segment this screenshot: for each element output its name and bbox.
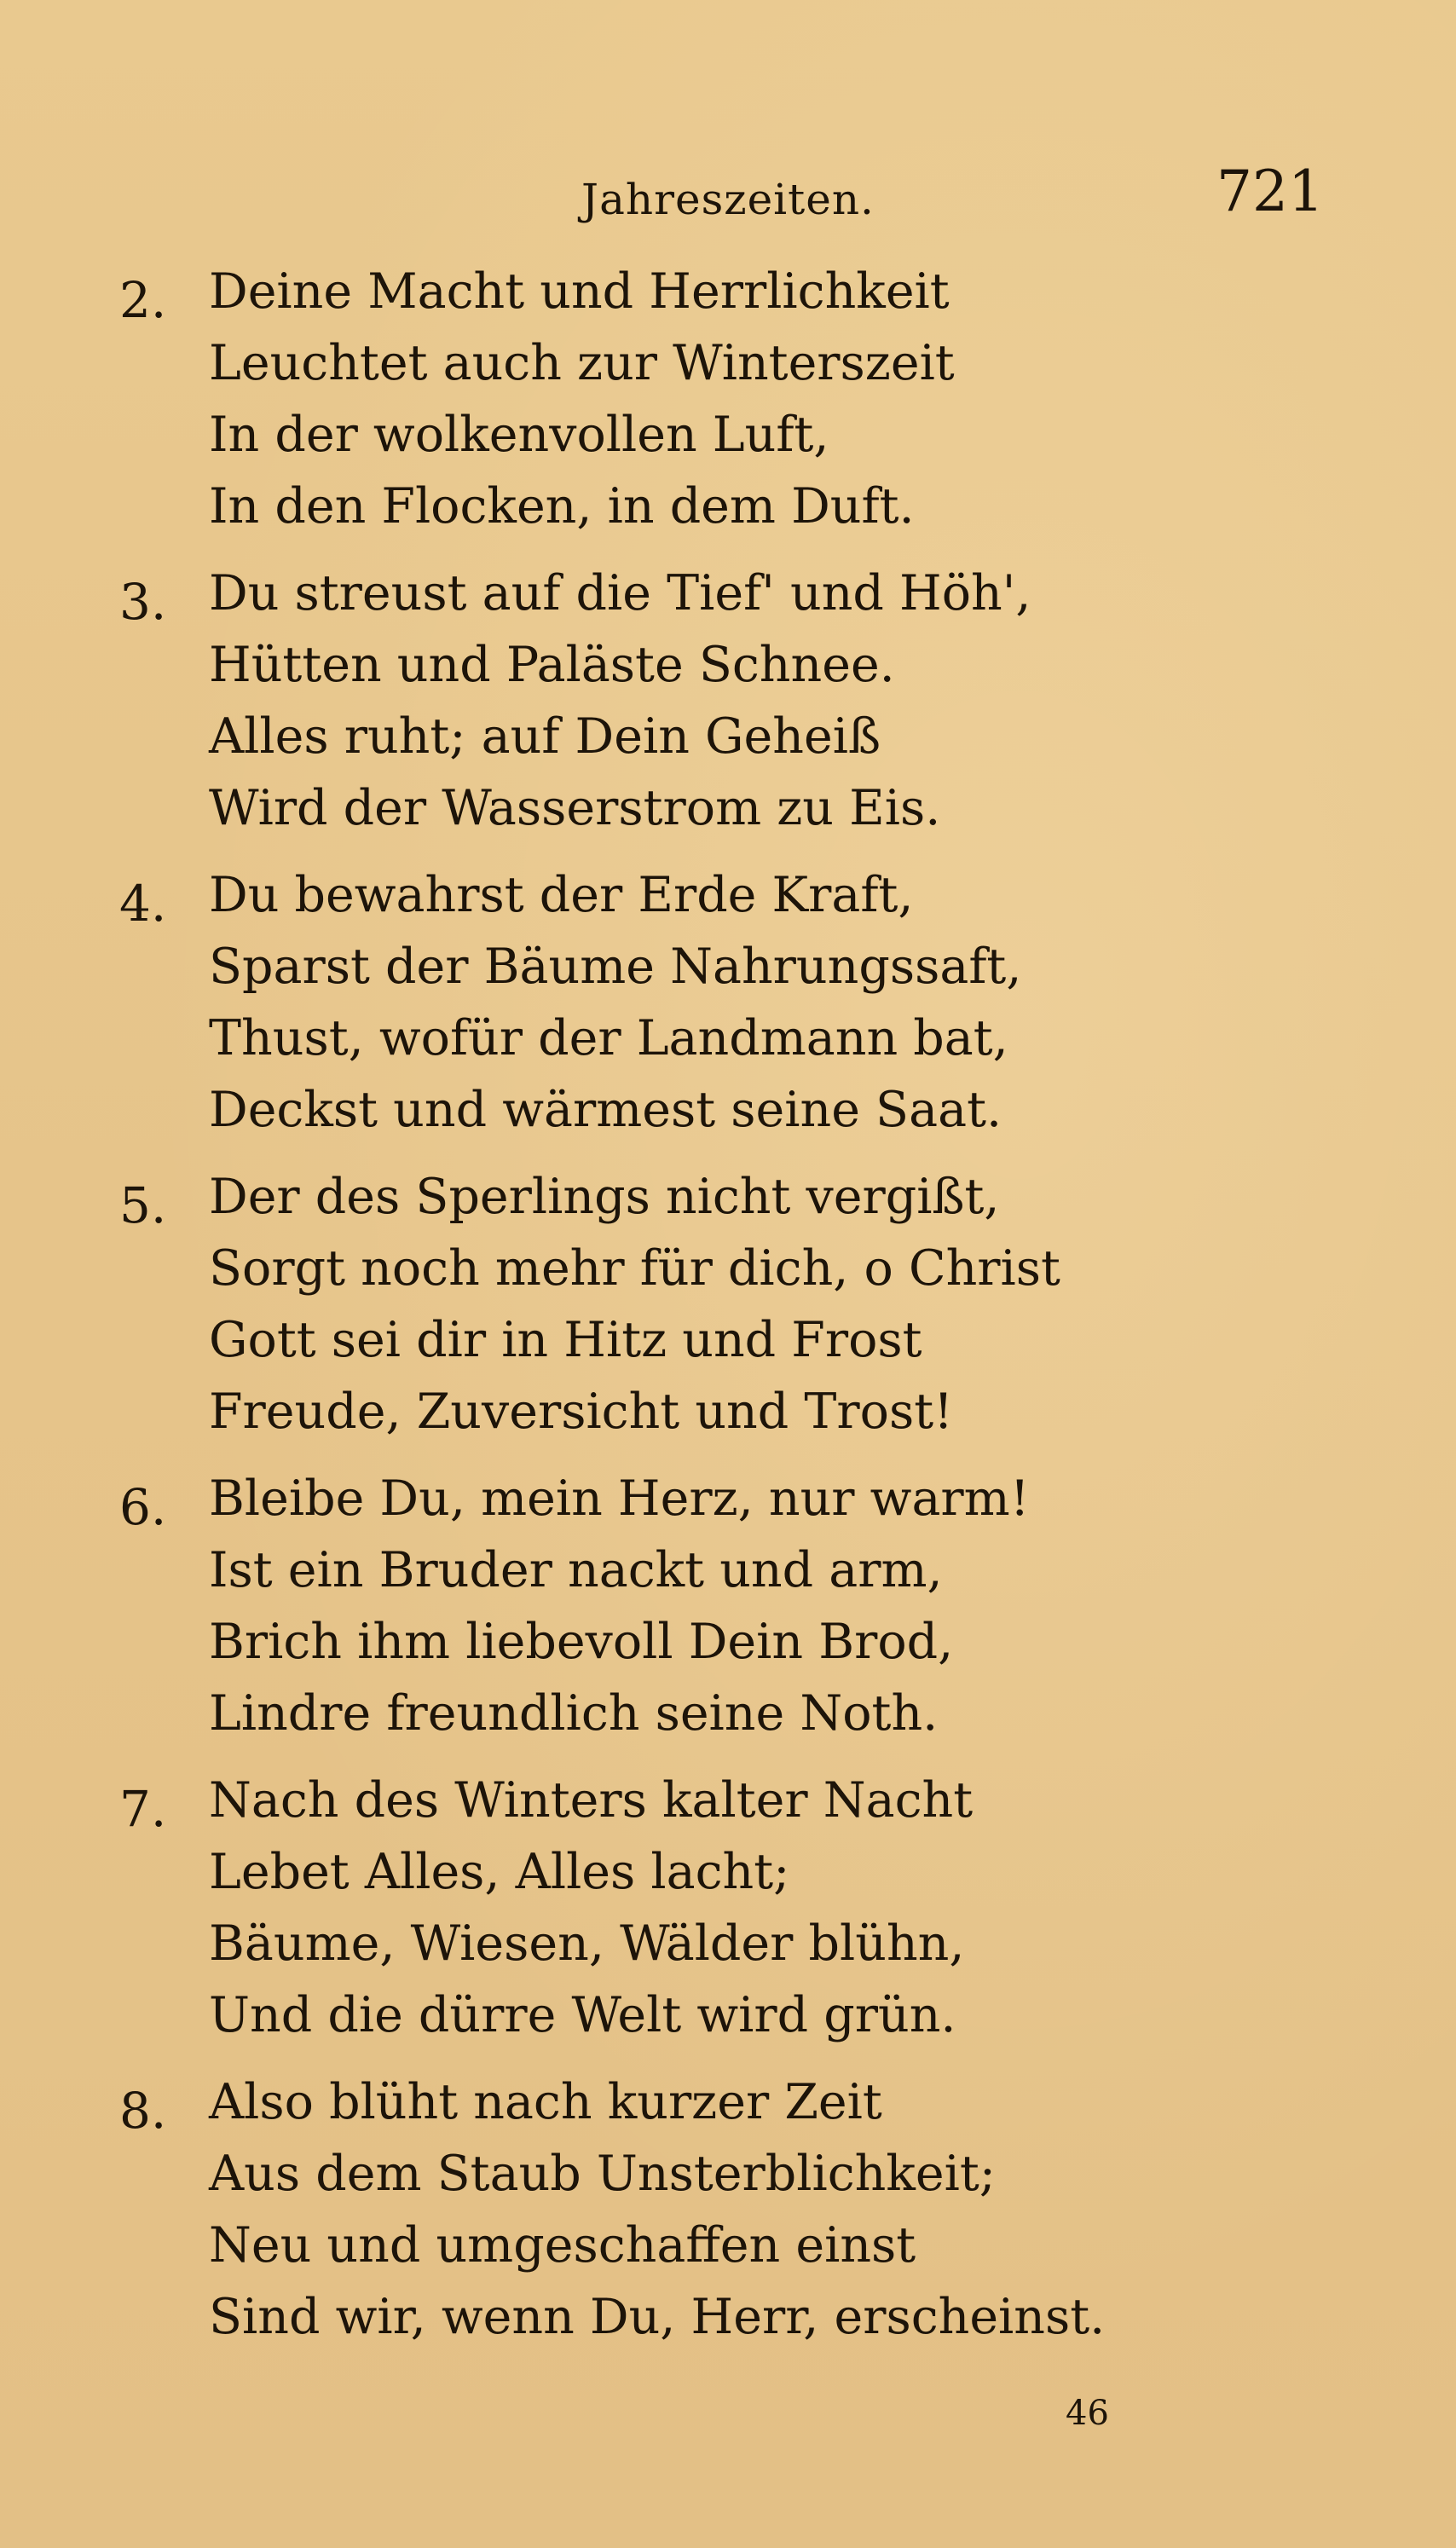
verse-line: Lebet Alles, Alles lacht; — [209, 1844, 790, 1900]
verse-line: Nach des Winters kalter Nacht — [209, 1772, 974, 1829]
verse-line: Gott sei dir in Hitz und Frost — [209, 1312, 922, 1368]
stanza-number: 4. — [119, 875, 167, 933]
stanza-5 — [111, 1161, 1372, 1463]
verse-line: Bleibe Du, mein Herz, nur warm! — [209, 1470, 1030, 1527]
stanza-number: 7. — [119, 1780, 167, 1838]
verse-line: Sparst der Bäume Nahrungssaft, — [209, 939, 1022, 995]
stanza-lines — [209, 2066, 1105, 2353]
running-head: Jahreszeiten. — [581, 175, 875, 224]
hymn-body — [111, 256, 1372, 2368]
verse-line: Der des Sperlings nicht vergißt, — [209, 1169, 1000, 1225]
stanza-7 — [111, 1765, 1372, 2066]
signature-mark: 46 — [1066, 2394, 1109, 2433]
verse-line: Du bewahrst der Erde Kraft, — [209, 867, 914, 923]
stanza-lines — [209, 1161, 1060, 1447]
verse-line: Neu und umgeschaffen einst — [209, 2217, 916, 2274]
verse-line: Lindre freundlich seine Noth. — [209, 1685, 939, 1742]
verse-line: Leuchtet auch zur Winterszeit — [209, 335, 955, 391]
stanza-8 — [111, 2066, 1372, 2368]
verse-line: Und die dürre Welt wird grün. — [209, 1987, 956, 2043]
verse-line: Thust, wofür der Landmann bat, — [209, 1010, 1008, 1066]
stanza-3 — [111, 558, 1372, 859]
stanza-lines — [209, 1765, 973, 2051]
verse-line: Deine Macht und Herrlichkeit — [209, 263, 950, 320]
stanza-number: 6. — [119, 1478, 167, 1536]
verse-line: Deckst und wärmest seine Saat. — [209, 1082, 1002, 1138]
stanza-number: 8. — [119, 2082, 167, 2140]
stanza-number: 2. — [119, 271, 167, 329]
stanza-number: 5. — [119, 1176, 167, 1234]
stanza-lines — [209, 1463, 1030, 1749]
verse-line: Bäume, Wiesen, Wälder blühn, — [209, 1915, 965, 1972]
verse-line: Brich ihm liebevoll Dein Brod, — [209, 1614, 954, 1670]
verse-line: Du streust auf die Tief' und Höh', — [209, 565, 1031, 621]
stanza-lines — [209, 859, 1021, 1146]
verse-line: Hütten und Paläste Schnee. — [209, 637, 895, 693]
verse-line: In den Flocken, in dem Duft. — [209, 478, 915, 534]
stanza-2 — [111, 256, 1372, 558]
stanza-6 — [111, 1463, 1372, 1765]
verse-line: Alles ruht; auf Dein Geheiß — [209, 708, 881, 765]
stanza-4 — [111, 859, 1372, 1161]
verse-line: Also blüht nach kurzer Zeit — [209, 2074, 882, 2130]
stanza-number: 3. — [119, 573, 167, 631]
verse-line: Sind wir, wenn Du, Herr, erscheinst. — [209, 2289, 1106, 2345]
verse-line: Ist ein Bruder nackt und arm, — [209, 1542, 943, 1598]
verse-line: Sorgt noch mehr für dich, o Christ — [209, 1240, 1060, 1297]
verse-line: Wird der Wasserstrom zu Eis. — [209, 780, 941, 836]
verse-line: Freude, Zuversicht und Trost! — [209, 1384, 954, 1440]
stanza-lines — [209, 558, 1031, 844]
stanza-lines — [209, 256, 955, 542]
verse-line: Aus dem Staub Unsterblichkeit; — [209, 2146, 996, 2202]
page-number: 721 — [1216, 159, 1324, 224]
verse-line: In der wolkenvollen Luft, — [209, 407, 829, 463]
